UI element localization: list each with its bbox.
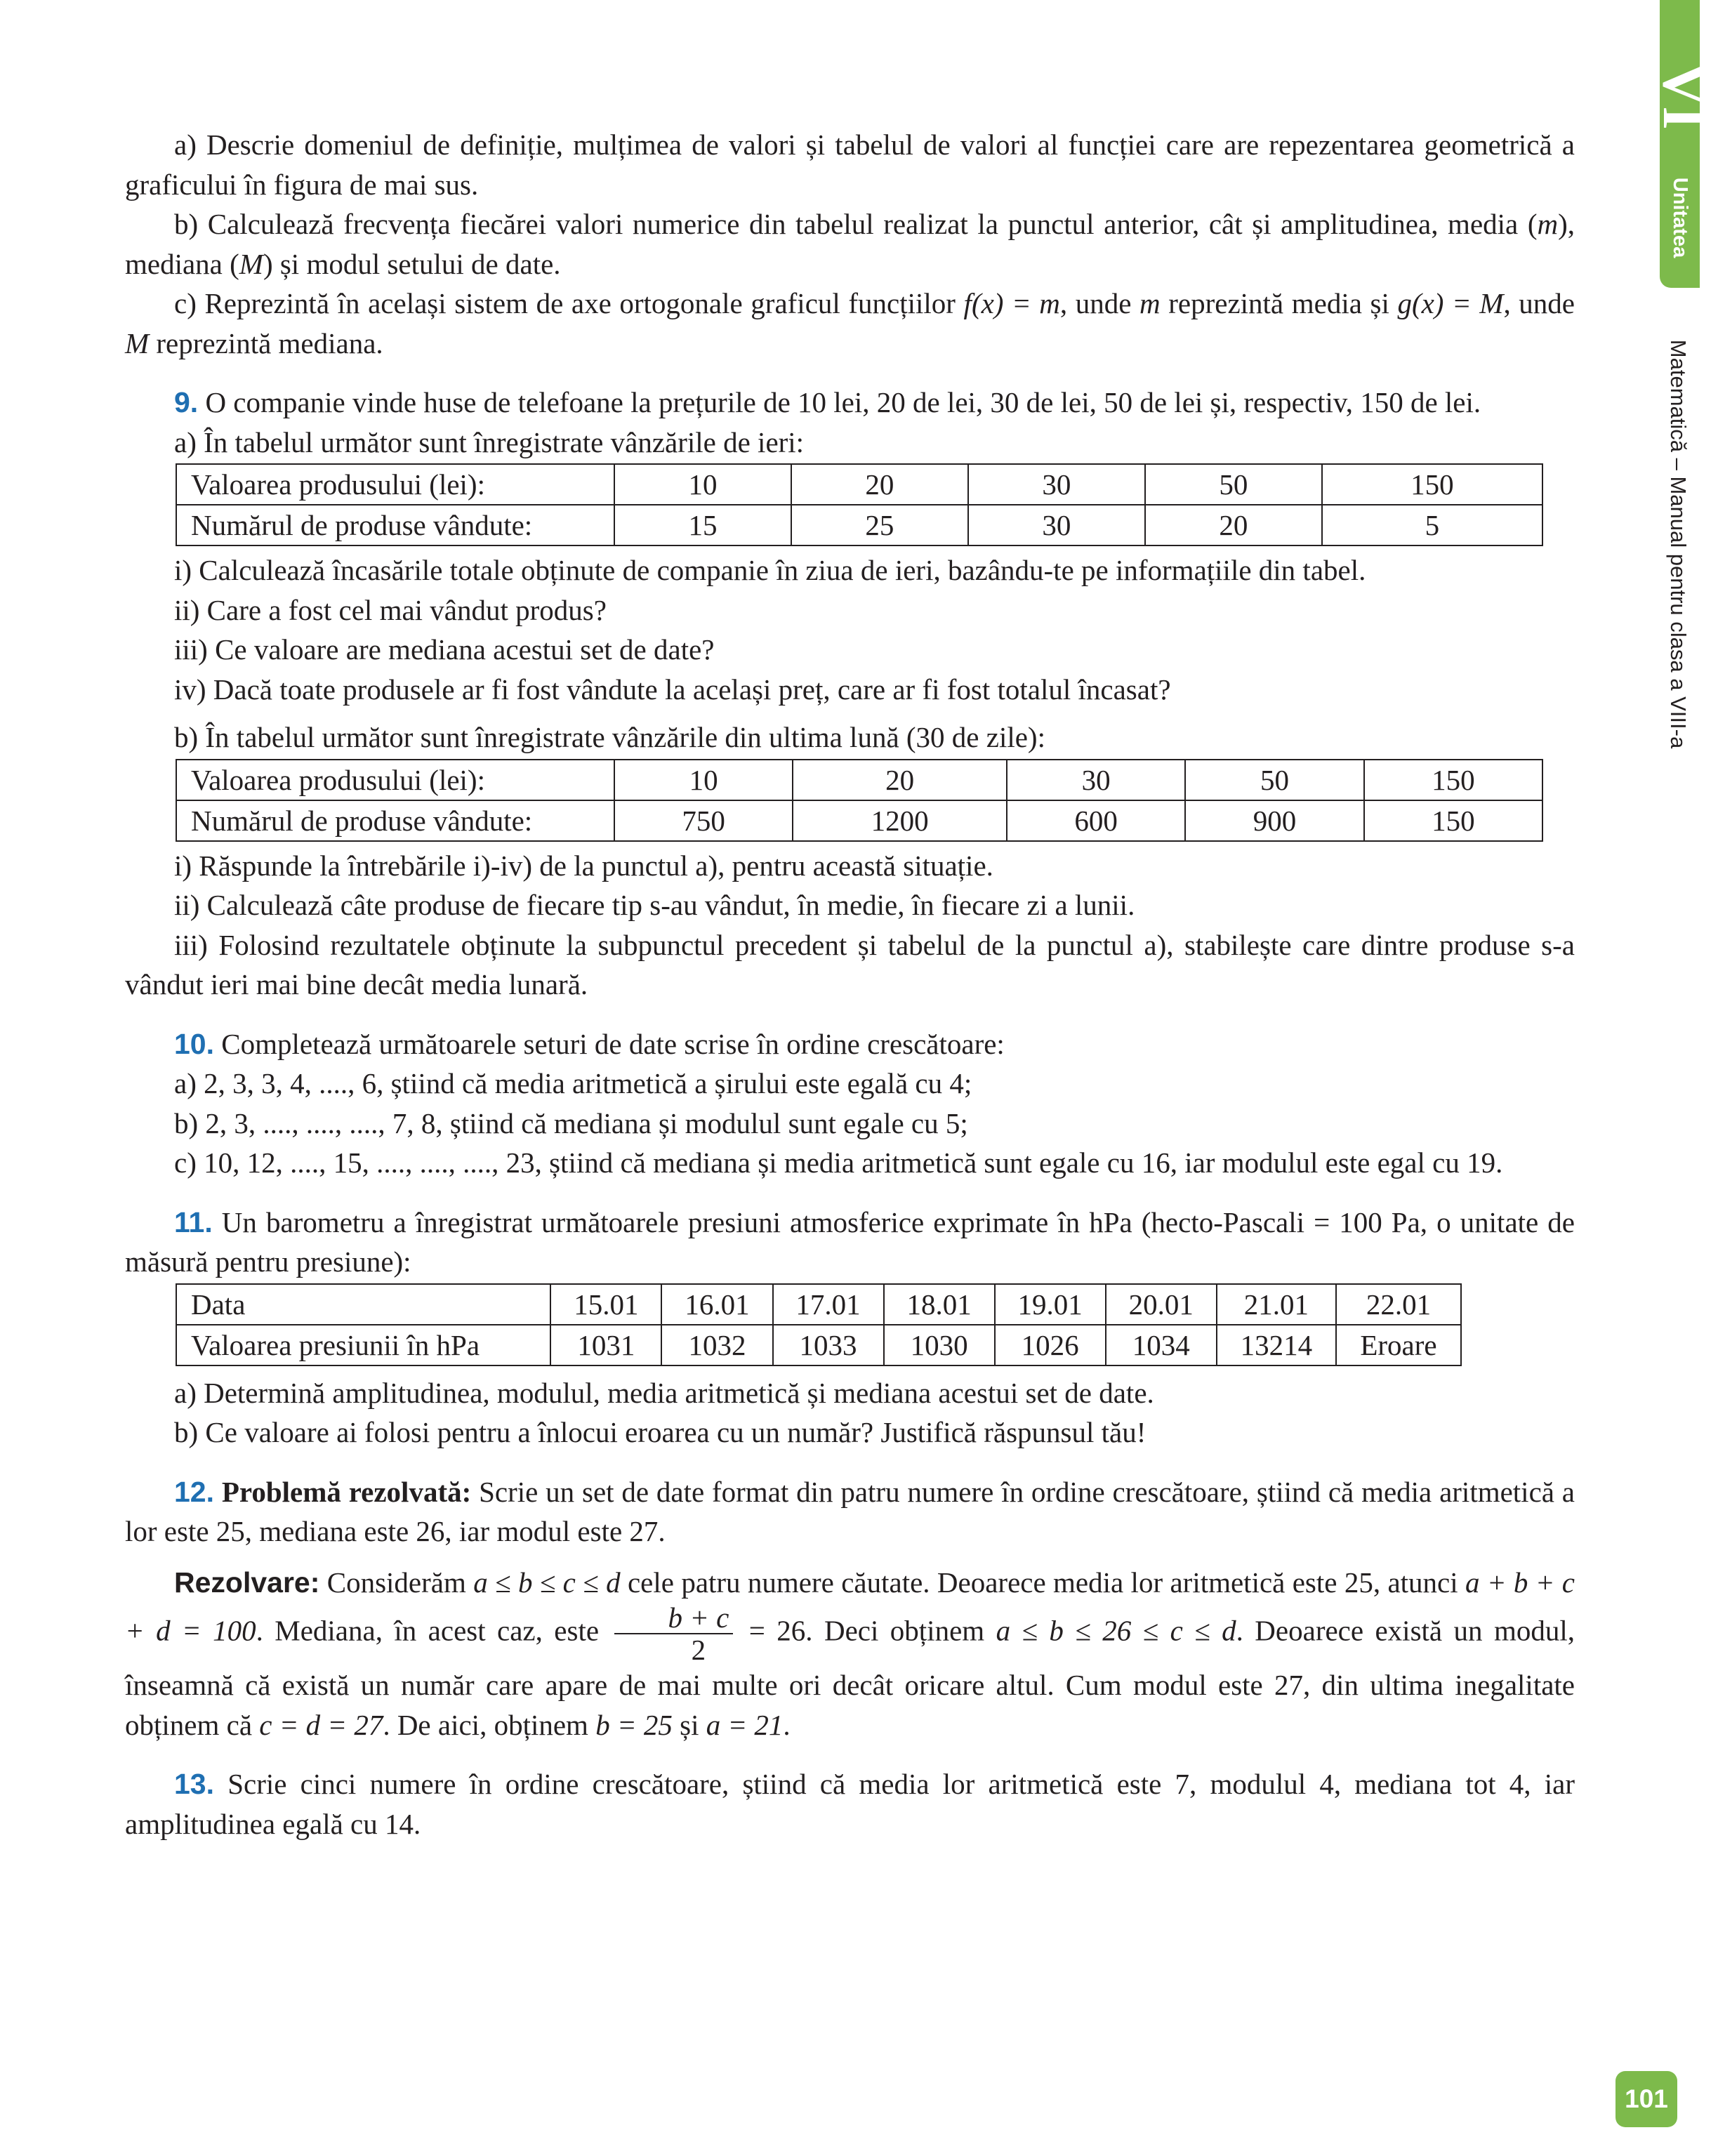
ex9-table-a [176,463,1543,546]
ex9-intro: 9. O companie vinde huse de telefoane la prețurile de 10 lei, 20 de lei, 30 de lei, 50 de lei și, respectiv, 150 de lei. [174,386,1481,418]
ex11-b: b) Ce valoare ai folosi pentru a înlocui eroarea cu un număr? Justifică răspunsul tău! [174,1416,1147,1448]
book-title: Matematică – Manual pentru clasa a VIII-a [1666,339,1691,749]
ex13-statement: 13. Scrie cinci numere în ordine crescătoare, știind că media lor aritmetică este 7, modulul 4, mediana tot 4, iar amplitudinea egală cu 14. [125,1768,1575,1840]
ex11-table [176,1283,1462,1366]
ex10-intro: 10. Completează următoarele seturi de date scrise în ordine crescătoare: [174,1027,1005,1060]
ex13-number: 13. [174,1768,214,1800]
median-fraction: $\frac{b + c}{2}$ [614,1602,733,1665]
table-row: Data 15.01 16.01 17.01 18.01 19.01 20.01 21.01 22.01 [176,1284,1461,1325]
ex9-table-b [176,759,1543,842]
ex11-number: 11. [174,1205,213,1238]
ex8-b: b) Calculează frecvența fiecărei valori numerice din tabelul realizat la punctul anterior, cât și amplitudinea, media (m), mediana (M) și modul setului de date. [125,208,1575,280]
ex12-solution: Rezolvare: Considerăm a ≤ b ≤ c ≤ d cele patru numere căutate. Deoarece media lor aritmetică este 25, atunci a + b + c + d = 100. Mediana, în acest caz, este $\frac{b + c}{2}$ = 26. Deci obținem a ≤ b ≤ 26 ≤ c ≤ d. Deoarece există un modul, înseamnă că există un număr care apare de mai multe ori decât oricare altul. Cum modul este 27, din ultima inegalitate obținem că c = d = 27. De aici, obținem b = 25 și a = 21. [125,1566,1575,1741]
ex9-a-iii: iii) Ce valoare are mediana acestui set de date? [174,633,715,666]
ex10-b: b) 2, 3, ...., ...., ...., 7, 8, știind că mediana și modulul sunt egale cu 5; [174,1106,968,1139]
table-row: Numărul de produse vândute: 750 1200 600 900 150 [176,800,1542,841]
ex8-c: c) Reprezintă în același sistem de axe ortogonale graficul funcțiilor f(x) = m, unde m reprezintă media și g(x) = M, unde M reprezintă mediana. [125,287,1575,359]
ex9-a-ii: ii) Care a fost cel mai vândut produs? [174,593,607,626]
ex9-b-i: i) Răspunde la întrebările i)-iv) de la punctul a), pentru această situație. [174,849,993,882]
table-row: Numărul de produse vândute: 15 25 30 20 5 [176,505,1542,545]
ex9-number: 9. [174,386,199,418]
ex9-a-intro: a) În tabelul următor sunt înregistrate vânzările de ieri: [174,425,805,458]
table-row: Valoarea produsului (lei): 10 20 30 50 150 [176,464,1542,505]
ex11-a: a) Determină amplitudinea, modulul, media aritmetică și mediana acestui set de date. [174,1376,1154,1409]
page-number: 101 [1615,2071,1677,2127]
ex9-b-iii: iii) Folosind rezultatele obținute la subpunctul precedent și tabelul de la punctul a), stabilește care dintre produse s-a vândut ieri mai bine decât media lunară. [125,928,1575,1000]
ex10-number: 10. [174,1027,214,1060]
ex12-statement: 12. Problemă rezolvată: Scrie un set de date format din patru numere în ordine crescătoare, știind că media aritmetică a lor este 25, mediana este 26, iar modul este 27. [125,1475,1575,1547]
ex9-a-iv: iv) Dacă toate produsele ar fi fost vândute la același preț, care ar fi fost totalul încasat? [174,673,1171,706]
ex11-intro: 11. Un barometru a înregistrat următoarele presiuni atmosferice exprimate în hPa (hecto-Pascali = 100 Pa, o unitate de măsură pentru presiune): [125,1205,1575,1278]
table-row: Valoarea produsului (lei): 10 20 30 50 150 [176,760,1542,800]
page-content [125,125,1575,1844]
ex8-a: a) Descrie domeniul de definiție, mulțimea de valori și tabelul de valori al funcției care are repezentarea geometrică a graficului în figura de mai sus. [125,128,1575,201]
ex12-number: 12. [174,1475,214,1508]
ex9-b-intro: b) În tabelul următor sunt înregistrate vânzările din ultima lună (30 de zile): [174,721,1045,753]
ex9-b-ii: ii) Calculează câte produse de fiecare tip s-au vândut, în medie, în fiecare zi a lunii. [174,889,1135,921]
table-row: Valoarea presiunii în hPa 1031 1032 1033 1030 1026 1034 13214 Eroare [176,1325,1461,1365]
unit-label: Unitatea [1669,177,1691,258]
ex9-a-i: i) Calculează încasările totale obținute de companie în ziua de ieri, bazându-te pe informațiile din tabel. [174,554,1366,586]
ex10-a: a) 2, 3, 3, 4, ...., 6, știind că media aritmetică a șirului este egală cu 4; [174,1067,972,1099]
ex10-c: c) 10, 12, ...., 15, ...., ...., ...., 23, știind că mediana și media aritmetică sunt egale cu 16, iar modulul este egal cu 19. [174,1146,1503,1179]
unit-number: VI [1651,62,1718,130]
